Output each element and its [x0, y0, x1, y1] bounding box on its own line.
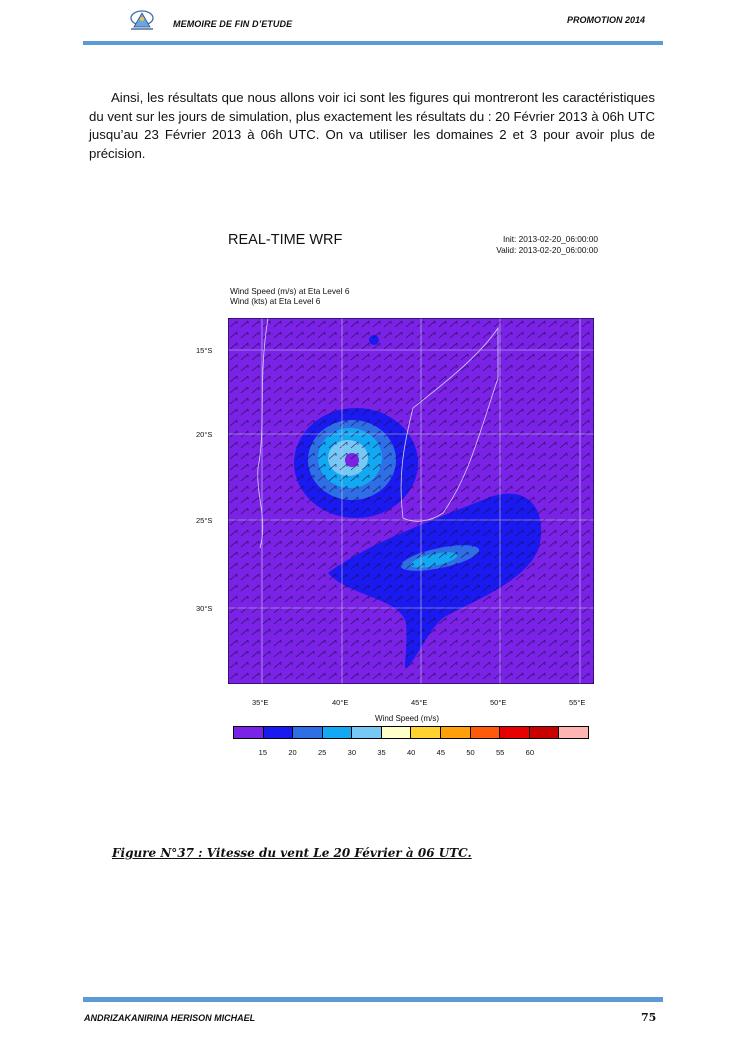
lon-label-35e: 35°E	[252, 698, 269, 707]
colorbar-swatch	[293, 727, 323, 738]
lon-label-45e: 45°E	[411, 698, 428, 707]
colorbar-swatch	[352, 727, 382, 738]
colorbar-swatch	[323, 727, 353, 738]
page-number: 75	[641, 1011, 657, 1024]
subtitle-speed: Wind Speed (m/s) at Eta Level 6	[230, 286, 350, 296]
wrf-wind-figure	[185, 228, 605, 768]
header-title: MEMOIRE DE FIN D’ETUDE	[173, 19, 293, 29]
lat-label-25s: 25°S	[196, 516, 213, 525]
figure-title: REAL-TIME WRF	[228, 232, 343, 248]
subtitle-wind: Wind (kts) at Eta Level 6	[230, 296, 321, 306]
body-paragraph: Ainsi, les résultats que nous allons voir ici sont les figures qui montreront les caractéristiques du vent sur les jours de simulation, plus exactement les résultats du : 20 Février 2013 à 06h UTC jusqu’au 23 Février 2013 à 06h UTC. On va utiliser les domaines 2 et 3 pour avoir plus de précision.	[89, 90, 655, 161]
wind-speed-map	[228, 318, 594, 684]
colorbar-swatch	[234, 727, 264, 738]
init-time: Init: 2013-02-20_06:00:00	[502, 234, 598, 244]
valid-time: Valid: 2013-02-20_06:00:00	[496, 245, 598, 255]
colorbar-swatch	[411, 727, 441, 738]
colorbar-swatch	[471, 727, 501, 738]
institution-logo	[128, 9, 156, 31]
figure-timestamps	[496, 234, 598, 256]
colorbar-label: 15	[258, 748, 267, 757]
colorbar-swatch	[559, 727, 588, 738]
header-promotion: PROMOTION 2014	[567, 15, 646, 25]
lat-label-15s: 15°S	[196, 346, 213, 355]
figure-caption: Figure N°37 : Vitesse du vent Le 20 Février à 06 UTC.	[112, 846, 472, 860]
colorbar-label: 40	[407, 748, 416, 757]
lat-label-30s: 30°S	[196, 604, 213, 613]
figure-subtitle	[230, 286, 349, 306]
colorbar-label: 60	[525, 748, 534, 757]
colorbar-swatch	[264, 727, 294, 738]
header-rule	[83, 41, 663, 45]
colorbar-swatch	[441, 727, 471, 738]
colorbar	[233, 726, 589, 739]
colorbar-label: 20	[288, 748, 297, 757]
colorbar-label: 30	[347, 748, 356, 757]
lon-label-55e: 55°E	[569, 698, 586, 707]
lat-label-20s: 20°S	[196, 430, 213, 439]
colorbar-swatch	[382, 727, 412, 738]
colorbar-swatch	[530, 727, 560, 738]
colorbar-swatch	[500, 727, 530, 738]
footer-rule	[83, 997, 663, 1002]
colorbar-label: 50	[466, 748, 475, 757]
colorbar-label: 35	[377, 748, 386, 757]
footer-author: ANDRIZAKANIRINA HERISON MICHAEL	[84, 1013, 256, 1023]
colorbar-label: 55	[496, 748, 505, 757]
colorbar-label: 25	[318, 748, 327, 757]
lon-label-40e: 40°E	[332, 698, 349, 707]
lon-label-50e: 50°E	[490, 698, 507, 707]
wind-barbs	[228, 318, 594, 684]
colorbar-title: Wind Speed (m/s)	[375, 714, 440, 723]
colorbar-label: 45	[436, 748, 445, 757]
